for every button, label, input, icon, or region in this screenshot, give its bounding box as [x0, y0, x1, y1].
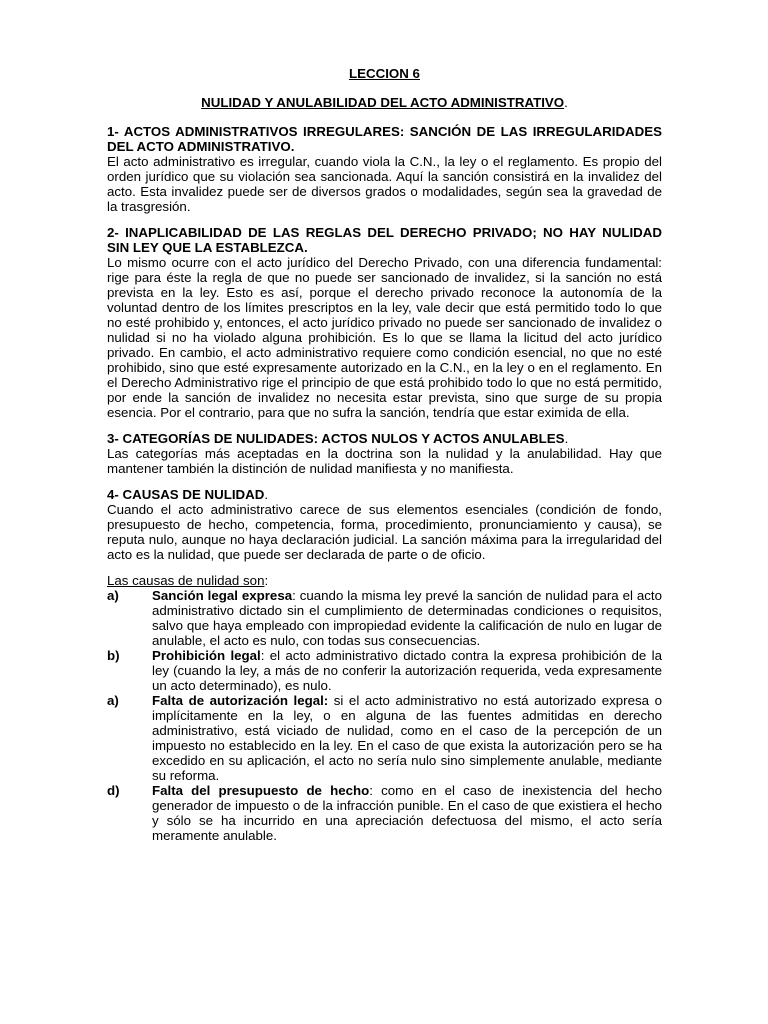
cause-text: : como en el caso de inexistencia del hecho generador de impuesto o de la infracción punible. En el caso de que existiera el hecho y sólo se ha incurrido en una apreciación defectuosa del mismo, el acto sería meramente anulable.: [152, 783, 662, 843]
section-body: Las categorías más aceptadas en la doctrina son la nulidad y la anulabilidad. Hay que mantener también la distinción de nulidad manifiesta y no manifiesta.: [107, 446, 662, 476]
cause-term: Prohibición legal: [152, 648, 261, 663]
cause-text: si el acto administrativo no está autorizado expresa o implícitamente en la ley, o en alguna de las fuentes admitidas en derecho administrativo, está viciado de nulidad, como en el caso de la percepción de un impuesto no establecido en la ley. En el caso de que exista la autorización pero se ha excedido en su aplicación, el acto no sería nulo sino simplemente anulable, mediante su reforma.: [152, 693, 662, 783]
cause-term: Falta de autorización legal:: [152, 693, 329, 708]
section-heading: [107, 431, 662, 446]
section-heading: [107, 487, 662, 502]
cause-letter: d): [107, 783, 120, 798]
subtitle-end: .: [564, 95, 568, 110]
section-1: [107, 124, 662, 214]
cause-body: [152, 783, 662, 843]
cause-term: Sanción legal expresa: [152, 588, 293, 603]
section-body: El acto administrativo es irregular, cuando viola la C.N., la ley o el reglamento. Es propio del orden jurídico que su violación sea sancionada. Aquí la sanción consistirá en la invalidez del acto. Esta invalidez puede ser de diversos grados o modalidades, según sea la gravedad de la trasgresión.: [107, 154, 662, 214]
cause-text: : el acto administrativo dictado contra la expresa prohibición de la ley (cuando la ley, a más de no conferir la autorización requerida, veda expresamente un acto determinado), es nulo.: [152, 648, 662, 693]
cause-term: Falta del presupuesto de hecho: [152, 783, 370, 798]
cause-item: [107, 783, 662, 843]
cause-letter: a): [107, 693, 119, 708]
document-page: [107, 66, 662, 843]
causes-title: [107, 573, 662, 588]
cause-body: [152, 588, 662, 648]
section-4: [107, 487, 662, 562]
section-heading-text: 2- INAPLICABILIDAD DE LAS REGLAS DEL DERECHO PRIVADO; NO HAY NULIDAD SIN LEY QUE LA ESTABLEZCA.: [107, 225, 662, 255]
section-3: [107, 431, 662, 476]
cause-item: [107, 588, 662, 648]
document-subtitle: [107, 95, 662, 110]
cause-body: [152, 693, 662, 783]
section-heading-end: .: [264, 487, 269, 502]
cause-letter: b): [107, 648, 120, 663]
section-heading: [107, 124, 662, 154]
section-heading: [107, 225, 662, 255]
causes-title-end: :: [264, 573, 269, 588]
subtitle-text: NULIDAD Y ANULABILIDAD DEL ACTO ADMINISTRATIVO: [201, 95, 565, 110]
section-heading-text: 3- CATEGORÍAS DE NULIDADES: ACTOS NULOS Y ACTOS ANULABLES: [107, 431, 565, 446]
cause-text: : cuando la misma ley prevé la sanción de nulidad para el acto administrativo dictado sin el cumplimiento de determinadas condiciones o requisitos, salvo que haya empleado con impropiedad evidente la calificación de nulo en lugar de anulable, el acto es nulo, con todas sus consecuencias.: [152, 588, 662, 648]
section-heading-end: .: [564, 431, 569, 446]
lesson-title: LECCION 6: [349, 66, 420, 81]
cause-letter: a): [107, 588, 119, 603]
section-heading-text: 1- ACTOS ADMINISTRATIVOS IRREGULARES: SANCIÓN DE LAS IRREGULARIDADES DEL ACTO ADMINISTRATIVO.: [107, 124, 662, 154]
causes-list: [107, 573, 662, 843]
section-body: Cuando el acto administrativo carece de sus elementos esenciales (condición de fondo, presupuesto de hecho, competencia, forma, procedimiento, pronunciamiento y causa), se reputa nulo, aunque no haya declaración judicial. La sanción máxima para la irregularidad del acto es la nulidad, que puede ser declarada de parte o de oficio.: [107, 502, 662, 562]
cause-item: [107, 693, 662, 783]
section-heading-text: 4- CAUSAS DE NULIDAD: [107, 487, 265, 502]
cause-body: [152, 648, 662, 693]
section-body: Lo mismo ocurre con el acto jurídico del Derecho Privado, con una diferencia fundamental: rige para éste la regla de que no puede ser sancionado de invalidez, si la sanción no está prevista en la ley. Esto es así, porque el derecho privado reconoce la autonomía de la voluntad dentro de los límites prescriptos en la ley, vale decir que está permitido todo lo que no esté prohibido y, entonces, el acto jurídico privado no puede ser sancionado de invalidez o nulidad si no ha violado alguna prohibición. Es lo que se llama la licitud del acto jurídico privado. En cambio, el acto administrativo requiere como condición esencial, no que no esté prohibido, sino que esté expresamente autorizado en la C.N., en la ley o en el reglamento. En el Derecho Administrativo rige el principio de que está prohibido todo lo que no está permitido, por ende la sanción de invalidez no necesita estar prevista, sino que surge de su propia esencia. Por el contrario, para que no sufra la sanción, tendría que estar eximida de ella.: [107, 255, 662, 420]
causes-title-text: Las causas de nulidad son: [107, 573, 265, 588]
section-2: [107, 225, 662, 420]
cause-item: [107, 648, 662, 693]
